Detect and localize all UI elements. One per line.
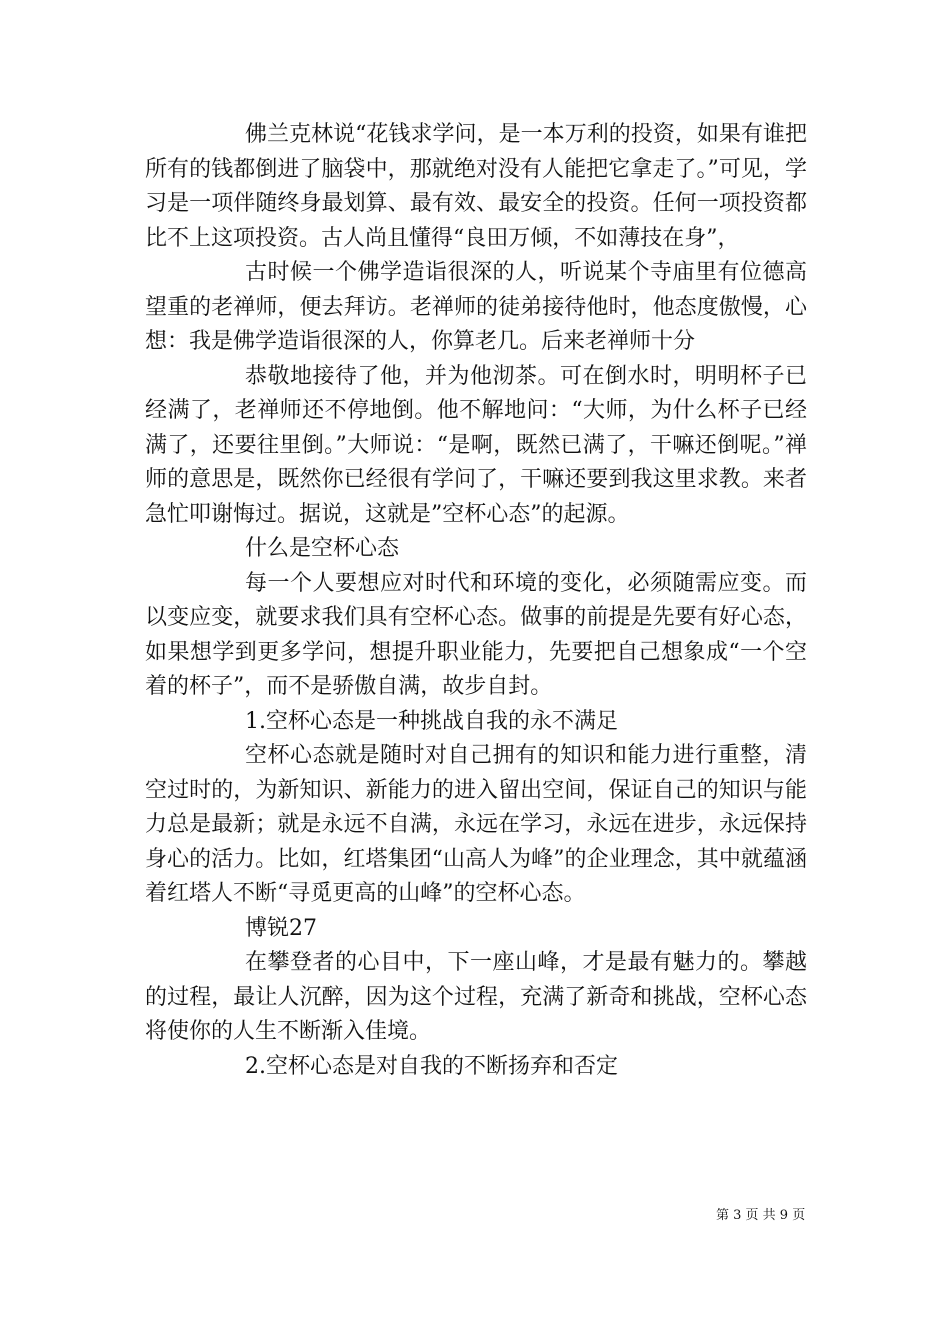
paragraph-zen-story-tea: 恭敬地接待了他，并为他沏茶。可在倒水时，明明杯子已经满了，老禅师还不停地倒。他不解地问：“大师，为什么杯子已经满了，还要往里倒。”大师说：“是啊，既然已满了，干嘛还倒呢。”禅师的意思是，既然你已经很有学问了，干嘛还要到我这里求教。来者急忙叩谢悔过。据说，这就是”空杯心态”的起源。 (145, 363, 807, 527)
paragraph-adapt-to-change: 每一个人要想应对时代和环境的变化，必须随需应变。而以变应变，就要求我们具有空杯心态。做事的前提是先要有好心态，如果想学到更多学问，想提升职业能力，先要把自己想象成“一个空着的杯子”，而不是骄傲自满，故步自封。 (145, 570, 807, 699)
subheading-point-2: 2.空杯心态是对自我的不断扬弃和否定 (245, 1053, 618, 1079)
document-body (145, 118, 807, 1084)
section-heading-what-is-empty-cup: 什么是空杯心态 (245, 536, 400, 561)
paragraph-franklin-quote: 佛兰克林说“花钱求学问，是一本万利的投资，如果有谁把所有的钱都倒进了脑袋中，那就绝对没有人能把它拿走了。”可见，学习是一项伴随终身最划算、最有效、最安全的投资。任何一项投资都比不上这项投资。古人尚且懂得“良田万倾，不如薄技在身”， (145, 122, 807, 251)
paragraph-climber: 在攀登者的心目中，下一座山峰，才是最有魅力的。攀越的过程，最让人沉醉，因为这个过程，充满了新奇和挑战，空杯心态将使你的人生不断渐入佳境。 (145, 950, 807, 1044)
paragraph-zen-story-start: 古时候一个佛学造诣很深的人，听说某个寺庙里有位德高望重的老禅师，便去拜访。老禅师的徒弟接待他时，他态度傲慢，心想：我是佛学造诣很深的人，你算老几。后来老禅师十分 (145, 260, 807, 354)
subheading-point-1: 1.空杯心态是一种挑战自我的永不满足 (245, 708, 618, 734)
page-number: 第 3 页 共 9 页 (716, 1208, 806, 1223)
source-note: 博锐27 (245, 915, 317, 941)
paragraph-reorganize-knowledge: 空杯心态就是随时对自己拥有的知识和能力进行重整，清空过时的，为新知识、新能力的进入留出空间，保证自己的知识与能力总是最新；就是永远不自满，永远在学习，永远在进步，永远保持身心的活力。比如，红塔集团“山高人为峰”的企业理念，其中就蕴涵着红塔人不断“寻觅更高的山峰”的空杯心态。 (145, 743, 807, 906)
